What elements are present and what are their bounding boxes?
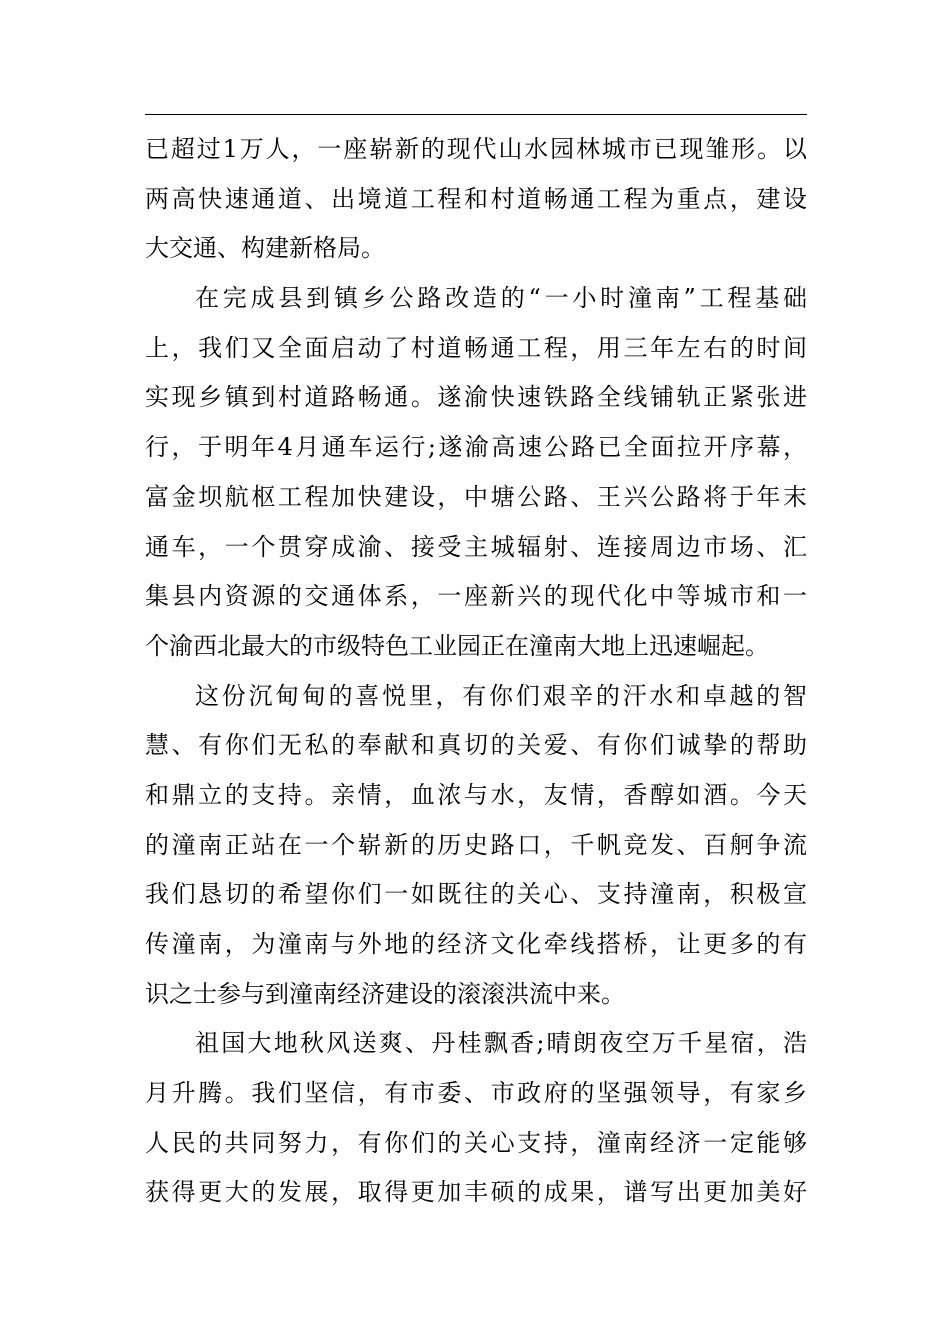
text-line: 祖国大地秋风送爽、丹桂飘香;晴朗夜空万千星宿，浩 [195, 1029, 807, 1058]
text-line: 大交通、构建新格局。 [145, 234, 385, 263]
text-line: 集县内资源的交通体系，一座新兴的现代化中等城市和一 [145, 582, 807, 611]
text-line: 获得更大的发展，取得更加丰硕的成果，谱写出更加美好 [145, 1178, 807, 1207]
text-line: 通车，一个贯穿成渝、接受主城辐射、连接周边市场、汇 [145, 532, 807, 561]
paragraph [145, 1019, 807, 1218]
text-line: 我们恳切的希望你们一如既往的关心、支持潼南，积极宣 [145, 880, 807, 909]
text-line: 这份沉甸甸的喜悦里，有你们艰辛的汗水和卓越的智 [195, 681, 807, 710]
text-line: 富金坝航枢工程加快建设，中塘公路、王兴公路将于年末 [145, 482, 807, 511]
text-line: 两高快速通道、出境道工程和村道畅通工程为重点，建设 [145, 184, 807, 213]
header-rule [145, 114, 807, 115]
text-line: 的潼南正站在一个崭新的历史路口，千帆竞发、百舸争流 [145, 830, 807, 859]
text-line: 个渝西北最大的市级特色工业园正在潼南大地上迅速崛起。 [145, 631, 769, 660]
text-line: 上，我们又全面启动了村道畅通工程，用三年左右的时间 [145, 333, 807, 362]
text-line: 实现乡镇到村道路畅通。遂渝快速铁路全线铺轨正紧张进 [145, 383, 807, 412]
text-line: 在完成县到镇乡公路改造的“一小时潼南”工程基础 [195, 284, 807, 313]
text-line: 行，于明年4月通车运行;遂渝高速公路已全面拉开序幕， [145, 433, 807, 462]
paragraph [145, 672, 807, 1020]
text-line: 慧、有你们无私的奉献和真切的关爱、有你们诚挚的帮助 [145, 731, 807, 760]
text-line: 识之士参与到潼南经济建设的滚滚洪流中来。 [145, 979, 625, 1008]
paragraph [145, 274, 807, 672]
body-text [145, 125, 807, 1218]
text-line: 传潼南，为潼南与外地的经济文化牵线搭桥，让更多的有 [145, 930, 807, 958]
text-line: 已超过1万人，一座崭新的现代山水园林城市已现雏形。以 [145, 135, 807, 163]
paragraph [145, 125, 807, 274]
text-line: 和鼎立的支持。亲情，血浓与水，友情，香醇如酒。今天 [145, 780, 807, 809]
text-line: 人民的共同努力，有你们的关心支持，潼南经济一定能够 [145, 1128, 807, 1157]
text-line: 月升腾。我们坚信，有市委、市政府的坚强领导，有家乡 [145, 1079, 807, 1108]
